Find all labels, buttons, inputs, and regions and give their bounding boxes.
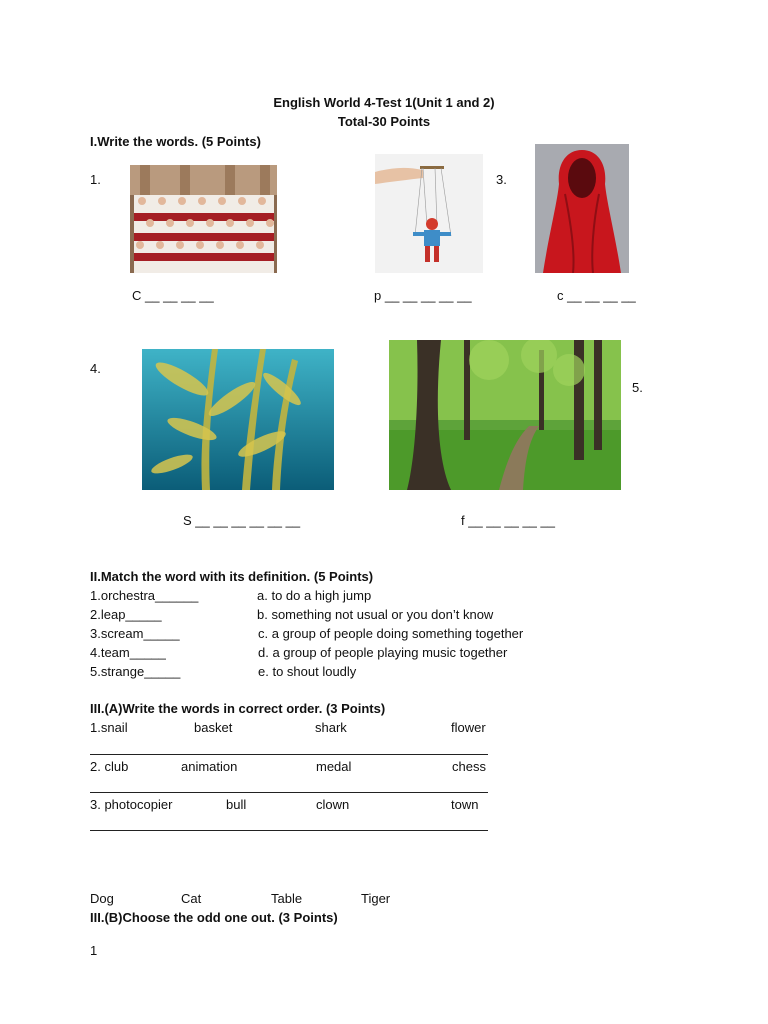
seaweed-image [142,349,334,490]
definition-b: b. something not usual or you don’t know [257,607,494,622]
item-number-3: 3. [496,172,507,187]
blank-4: S __ __ __ __ __ __ [183,513,301,528]
blank-2: p __ __ __ __ __ [374,288,472,303]
page-title: English World 4-Test 1(Unit 1 and 2) [273,95,495,110]
odd-word-3: Table [271,891,303,906]
forest-image [389,340,621,490]
red-cloak-image [535,144,629,273]
item-number-4: 4. [90,361,101,376]
order-row3-word3: clown [316,797,350,812]
order-row2-word4: chess [452,759,486,774]
item-number: 1 [90,943,98,958]
blank-5: f __ __ __ __ __ [461,513,555,528]
order-row3-word2: bull [226,797,247,812]
section2-heading: II.Match the word with its definition. (5 Points) [90,569,374,584]
total-points: Total-30 Points [337,114,431,129]
section1-heading: I.Write the words. (5 Points) [90,134,261,149]
order-row2-word1: 2. club [90,759,129,774]
match-word-5: 5.strange_____ [90,664,181,679]
section3a-heading: III.(A)Write the words in correct order. (3 Points) [90,701,386,716]
odd-word-1: Dog [90,891,114,906]
item-number-5: 5. [632,380,643,395]
blank-1: C __ __ __ __ [132,288,214,303]
choir-image [130,165,277,273]
section3b-heading: III.(B)Choose the odd one out. (3 Points) [90,910,338,925]
order-row1-word1: 1.snail [90,720,128,735]
definition-c: c. a group of people doing something together [258,626,524,641]
definition-e: e. to shout loudly [258,664,357,679]
definition-a: a. to do a high jump [257,588,372,603]
answer-line-3 [90,830,488,831]
order-row2-word2: animation [181,759,238,774]
order-row3-word1: 3. photocopier [90,797,173,812]
order-row1-word4: flower [451,720,486,735]
match-word-3: 3.scream_____ [90,626,180,641]
order-row3-word4: town [451,797,479,812]
odd-word-4: Tiger [361,891,391,906]
order-row1-word2: basket [194,720,233,735]
order-row2-word3: medal [316,759,352,774]
odd-word-2: Cat [181,891,202,906]
answer-line-2 [90,792,488,793]
match-word-4: 4.team_____ [90,645,166,660]
match-word-1: 1.orchestra______ [90,588,199,603]
blank-3: c __ __ __ __ [557,288,636,303]
definition-d: d. a group of people playing music together [258,645,508,660]
order-row1-word3: shark [315,720,347,735]
puppet-image [375,154,483,273]
answer-line-1 [90,754,488,755]
match-word-2: 2.leap_____ [90,607,162,622]
item-number-1: 1. [90,172,101,187]
